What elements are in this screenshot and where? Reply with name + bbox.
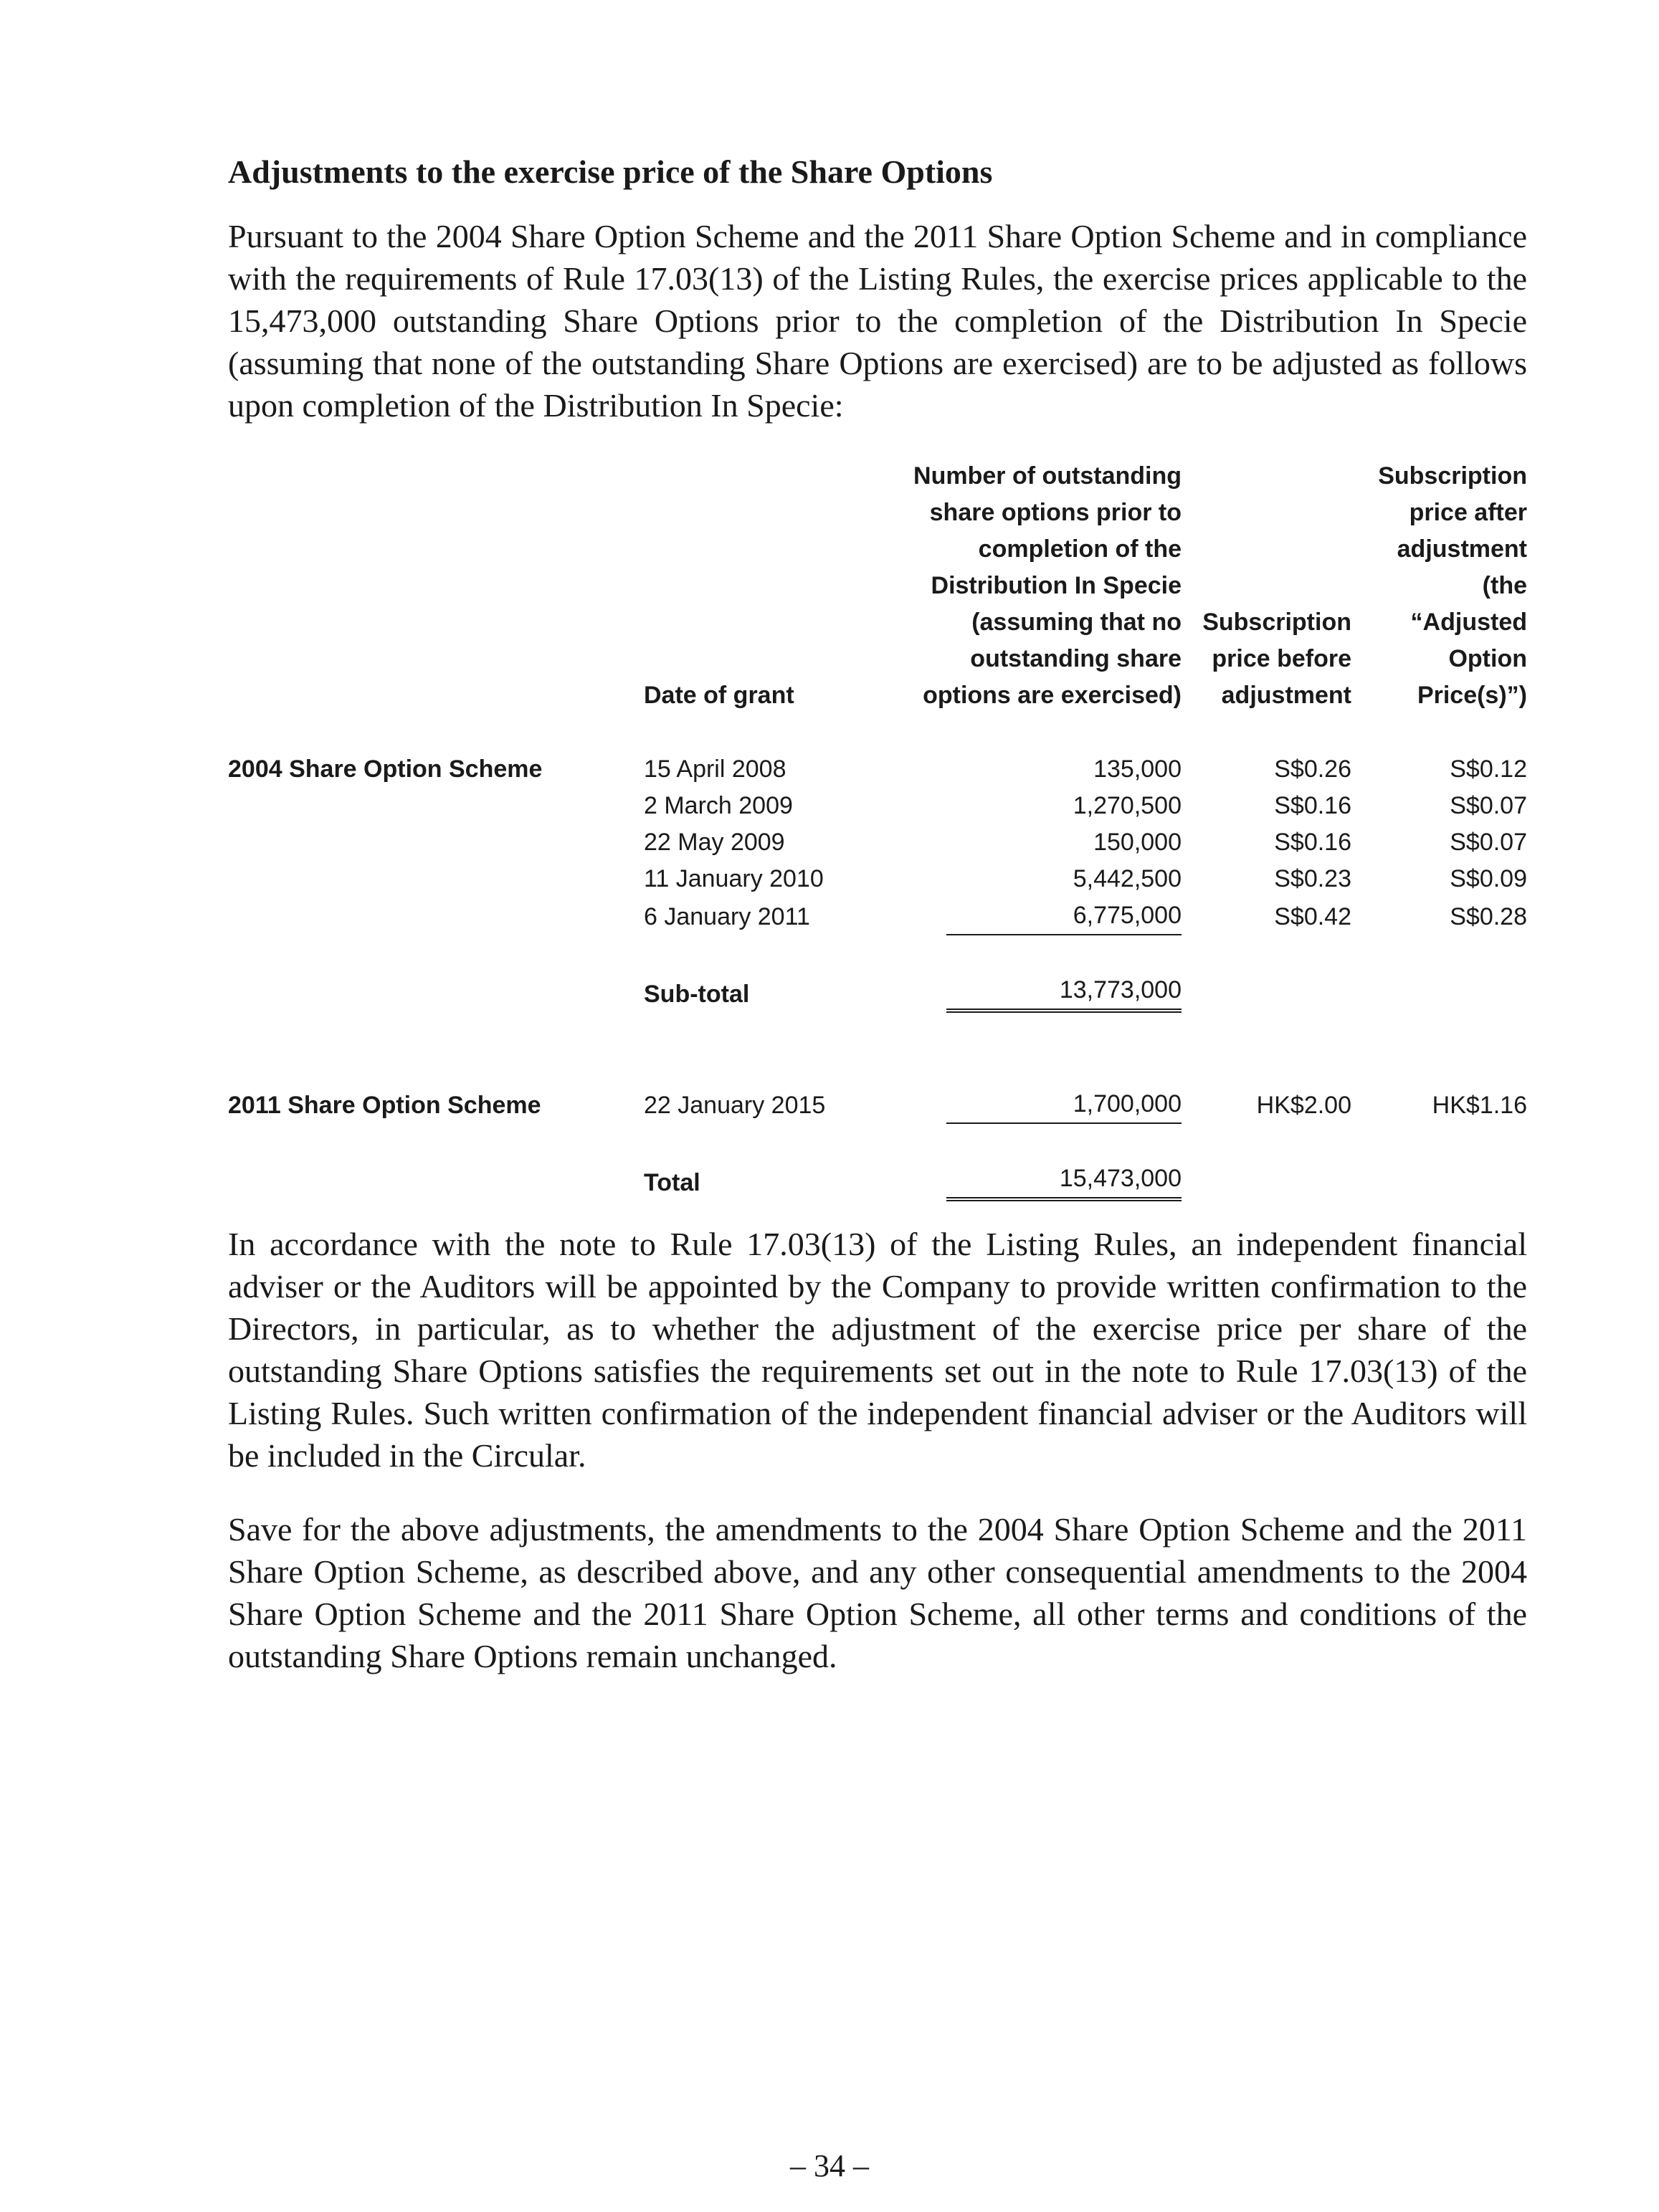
subtotal-cell bbox=[880, 972, 1182, 1013]
intro-paragraph: Pursuant to the 2004 Share Option Scheme and the 2011 Share Option Scheme and in compliance with the requirements of Rule 17.03(13) of the Listing Rules, the exercise prices applicable to the 15,473,000 outstanding Share Options prior to the completion of the Distribution In Specie (assuming that none of the outstanding Share Options are exercised) are to be adjusted as follows upon completion of the Distribution In Specie: bbox=[228, 218, 1527, 424]
share-options-table bbox=[228, 458, 1527, 1201]
price-after: S$0.12 bbox=[1450, 755, 1527, 783]
price-after: S$0.28 bbox=[1450, 903, 1527, 930]
grant-date: 22 January 2015 bbox=[644, 1092, 826, 1119]
header-scheme bbox=[228, 458, 644, 714]
outstanding-options: 135,000 bbox=[1093, 755, 1182, 783]
grant-date: 15 April 2008 bbox=[644, 755, 786, 783]
price-before: S$0.23 bbox=[1274, 865, 1351, 892]
table-row bbox=[228, 788, 1527, 824]
price-before: HK$2.00 bbox=[1256, 1092, 1351, 1119]
outstanding-options-cell bbox=[880, 897, 1182, 935]
header-number-label: Number of outstanding share options prior to completion of the Distribution In Specie (assuming that no outstanding share options are exercised) bbox=[913, 462, 1182, 709]
subtotal-value: 13,773,000 bbox=[946, 972, 1182, 1013]
document-page bbox=[228, 143, 1527, 1677]
total-cell bbox=[880, 1160, 1182, 1201]
table-row bbox=[228, 824, 1527, 861]
header-price-before-label: Subscription price before adjustment bbox=[1202, 609, 1351, 709]
price-after: HK$1.16 bbox=[1432, 1092, 1527, 1119]
subtotal-row bbox=[228, 972, 1527, 1013]
header-date-label: Date of grant bbox=[644, 682, 794, 709]
outstanding-options-cell bbox=[880, 1086, 1182, 1124]
total-label: Total bbox=[644, 1169, 700, 1196]
header-number bbox=[880, 458, 1182, 714]
table-row bbox=[228, 861, 1527, 897]
section-heading: Adjustments to the exercise price of the Share Options bbox=[228, 153, 993, 190]
header-price-before bbox=[1182, 458, 1351, 714]
outstanding-options: 150,000 bbox=[1093, 829, 1182, 856]
scheme-2004-label: 2004 Share Option Scheme bbox=[228, 755, 543, 783]
grant-date: 11 January 2010 bbox=[644, 865, 824, 892]
header-price-after-label: Subscription price after adjustment (the “Adjusted Option Price(s)”) bbox=[1378, 462, 1527, 709]
subtotal-label: Sub-total bbox=[644, 981, 750, 1008]
outstanding-options: 5,442,500 bbox=[1073, 865, 1182, 892]
table-row bbox=[228, 1086, 1527, 1124]
grant-date: 22 May 2009 bbox=[644, 829, 785, 856]
table-row bbox=[228, 751, 1527, 788]
price-after: S$0.07 bbox=[1450, 829, 1527, 856]
header-date bbox=[644, 458, 880, 714]
table-header-row bbox=[228, 458, 1527, 714]
grant-date: 6 January 2011 bbox=[644, 903, 810, 930]
outstanding-options: 1,270,500 bbox=[1073, 792, 1182, 819]
scheme-2011-label: 2011 Share Option Scheme bbox=[228, 1092, 541, 1119]
total-value: 15,473,000 bbox=[946, 1160, 1182, 1201]
price-before: S$0.42 bbox=[1274, 903, 1351, 930]
table-row bbox=[228, 897, 1527, 935]
total-row bbox=[228, 1160, 1527, 1201]
grant-date: 2 March 2009 bbox=[644, 792, 793, 819]
price-before: S$0.26 bbox=[1274, 755, 1351, 783]
price-after: S$0.09 bbox=[1450, 865, 1527, 892]
price-before: S$0.16 bbox=[1274, 792, 1351, 819]
header-price-after bbox=[1351, 458, 1527, 714]
page-number: – 34 – bbox=[790, 2148, 869, 2183]
price-before: S$0.16 bbox=[1274, 829, 1351, 856]
outstanding-options: 6,775,000 bbox=[946, 897, 1182, 935]
outstanding-options: 1,700,000 bbox=[946, 1086, 1182, 1124]
price-after: S$0.07 bbox=[1450, 792, 1527, 819]
auditor-paragraph: In accordance with the note to Rule 17.03(13) of the Listing Rules, an independent financial adviser or the Auditors will be appointed by the Company to provide written confirmation to the Directors, in particular, as to whether the adjustment of the exercise price per share of the outstanding Share Options satisfies the requirements set out in the note to Rule 17.03(13) of the Listing Rules. Such written confirmation of the independent financial adviser or the Auditors will be included in the Circular. bbox=[228, 1226, 1527, 1474]
closing-paragraph: Save for the above adjustments, the amendments to the 2004 Share Option Scheme and the 2011 Share Option Scheme, as described above, and any other consequential amendments to the 2004 Share Option Scheme and the 2011 Share Option Scheme, all other terms and conditions of the outstanding Share Options remain unchanged. bbox=[228, 1511, 1527, 1674]
